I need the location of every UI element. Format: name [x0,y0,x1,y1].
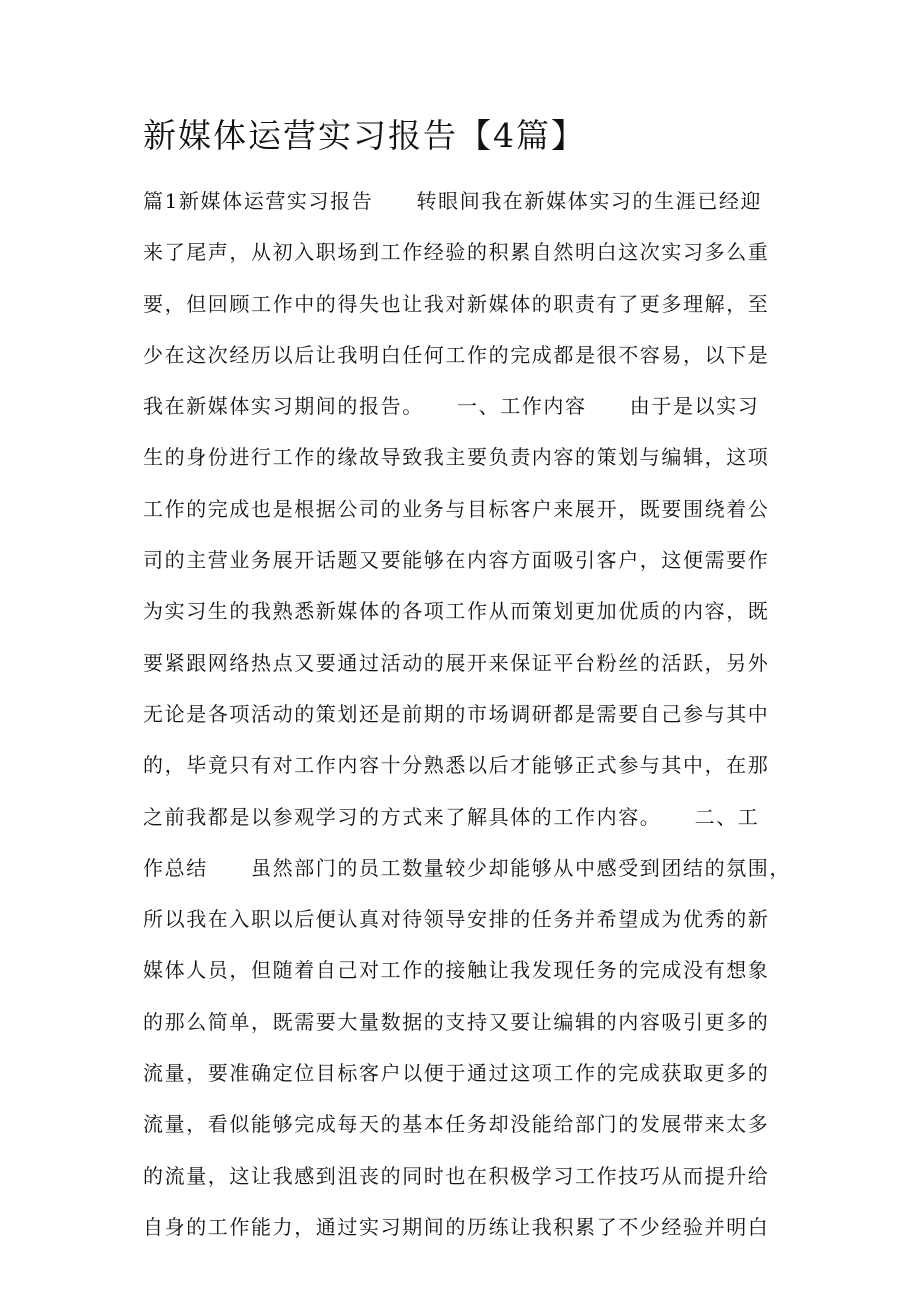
body-line: 自身的工作能力，通过实习期间的历练让我积累了不少经验并明白 [143,1214,770,1239]
body-line: 的流量，这让我感到沮丧的同时也在积极学习工作技巧从而提升给 [143,1163,770,1188]
body-line: 为实习生的我熟悉新媒体的各项工作从而策划更加优质的内容，既 [143,599,770,624]
body-line: 篇1新媒体运营实习报告 转眼间我在新媒体实习的生涯已经迎 [143,189,763,213]
body-line: 要紧跟网络热点又要通过活动的展开来保证平台粉丝的活跃，另外 [143,650,770,675]
body-line: 流量，看似能够完成每天的基本任务却没能给部门的发展带来太多 [143,1112,770,1137]
body-line: 司的主营业务展开话题又要能够在内容方面吸引客户，这便需要作 [143,548,770,573]
body-line: 生的身份进行工作的缘故导致我主要负责内容的策划与编辑，这项 [143,445,770,470]
body-line: 媒体人员，但随着自己对工作的接触让我发现任务的完成没有想象 [143,958,770,983]
body-line: 作总结 虽然部门的员工数量较少却能够从中感受到团结的氛围， [143,855,791,880]
document-title: 新媒体运营实习报告【4篇】 [143,116,586,155]
body-line: 无论是各项活动的策划还是前期的市场调研都是需要自己参与其中 [143,701,770,726]
document-body [143,176,803,1253]
body-line: 之前我都是以参观学习的方式来了解具体的工作内容。 二、工 [143,804,760,829]
body-line: 的那么简单，既需要大量数据的支持又要让编辑的内容吸引更多的 [143,1009,770,1034]
body-line: 的，毕竟只有对工作内容十分熟悉以后才能够正式参与其中，在那 [143,753,770,778]
body-line: 我在新媒体实习期间的报告。 一、工作内容 由于是以实习 [143,394,760,419]
body-line: 流量，要准确定位目标客户以便于通过这项工作的完成获取更多的 [143,1061,770,1086]
body-line: 所以我在入职以后便认真对待领导安排的任务并希望成为优秀的新 [143,907,770,932]
body-line: 工作的完成也是根据公司的业务与目标客户来展开，既要围绕着公 [143,496,770,521]
body-line: 来了尾声，从初入职场到工作经验的积累自然明白这次实习多么重 [143,240,770,265]
body-line: 要，但回顾工作中的得失也让我对新媒体的职责有了更多理解，至 [143,291,770,316]
body-line: 少在这次经历以后让我明白任何工作的完成都是很不容易，以下是 [143,342,770,367]
